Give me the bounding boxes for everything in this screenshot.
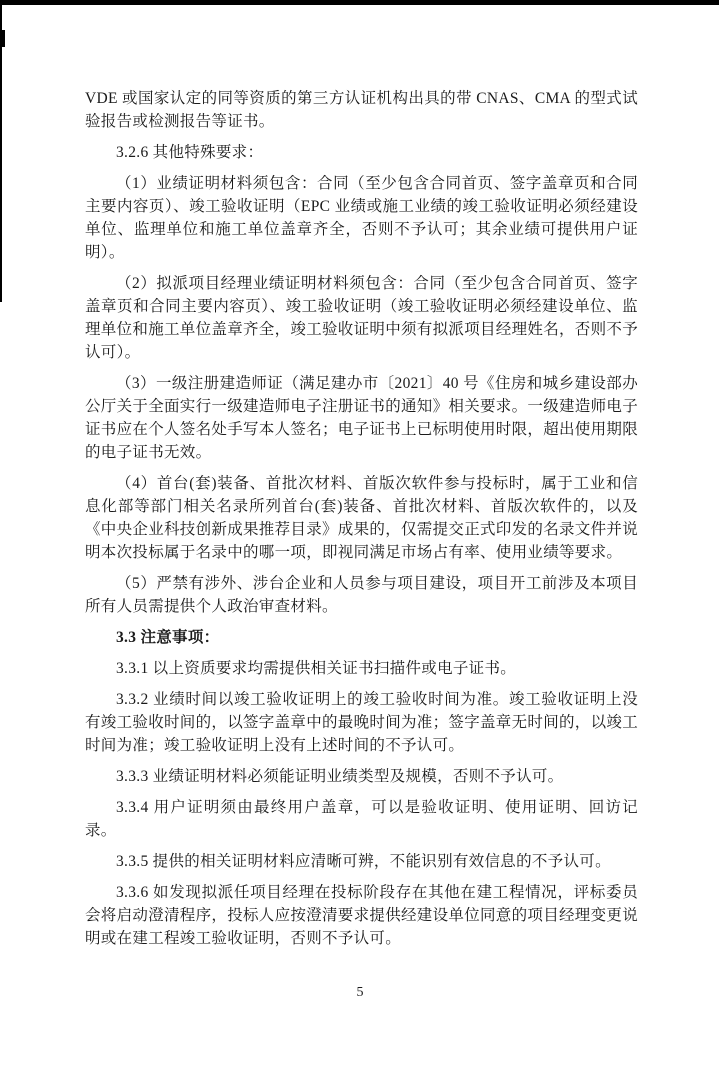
document-body: [85, 0, 638, 958]
page-number: 5: [356, 985, 364, 1000]
paragraph-3-3-1: 3.3.1 以上资质要求均需提供相关证书扫描件或电子证书。: [116, 660, 517, 677]
paragraph-3-3-4: 3.3.4 用户证明须由最终用户盖章，可以是验收证明、使用证明、回访记录。: [85, 799, 638, 839]
paragraph-continuation: VDE 或国家认定的同等资质的第三方认证机构出具的带 CNAS、CMA 的型式试验报告或检测报告等证书。: [85, 90, 638, 130]
paragraph-item-5: （5）严禁有涉外、涉台企业和人员参与项目建设，项目开工前涉及本项目所有人员需提供个人政治审查材料。: [85, 575, 638, 615]
paragraph-3-3-2: 3.3.2 业绩时间以竣工验收证明上的竣工验收时间为准。竣工验收证明上没有竣工验收时间的，以签字盖章中的最晚时间为准；签字盖章无时间的，以竣工时间为准；竣工验收证明上没有上述时间的不予认可。: [85, 691, 639, 754]
paragraph-item-4: （4）首台(套)装备、首批次材料、首版次软件参与投标时，属于工业和信息化部等部门相关名录所列首台(套)装备、首批次材料、首版次软件的，以及《中央企业科技创新成果推荐目录》成果的，仅需提交正式印发的名录文件并说明本次投标属于名录中的哪一项，即视同满足市场占有率、使用业绩等要求。: [85, 475, 639, 561]
paragraph-item-3: （3）一级注册建造师证（满足建办市〔2021〕40 号《住房和城乡建设部办公厅关于全面实行一级建造师电子注册证书的通知》相关要求。一级建造师电子证书应在个人签名处手写本人签名；电子证书上已标明使用时限，超出使用期限的电子证书无效。: [85, 375, 639, 461]
paragraph-3-3-5: 3.3.5 提供的相关证明材料应清晰可辨，不能识别有效信息的不予认可。: [116, 853, 611, 870]
paragraph-3-2-6-heading: 3.2.6 其他特殊要求：: [116, 144, 264, 161]
scan-artifact-blob: [0, 30, 5, 47]
paragraph-item-1: （1）业绩证明材料须包含：合同（至少包含合同首页、签字盖章页和合同主要内容页）、竣工验收证明（EPC 业绩或施工业绩的竣工验收证明必须经建设单位、监理单位和施工单位盖章齐全，否则不予认可；其余业绩可提供用户证明）。: [85, 175, 638, 261]
paragraph-item-2: （2）拟派项目经理业绩证明材料须包含：合同（至少包含合同首页、签字盖章页和合同主要内容页）、竣工验收证明（竣工验收证明必须经建设单位、监理单位和施工单位盖章齐全，竣工验收证明中须有拟派项目经理姓名，否则不予认可）。: [85, 275, 639, 361]
paragraph-3-3-6: 3.3.6 如发现拟派任项目经理在投标阶段存在其他在建工程情况，评标委员会将启动澄清程序，投标人应按澄清要求提供经建设单位同意的项目经理变更说明或在建工程竣工验收证明，否则不予认可。: [85, 884, 639, 947]
paragraph-3-3-3: 3.3.3 业绩证明材料必须能证明业绩类型及规模，否则不予认可。: [116, 768, 564, 785]
paragraph-3-3-heading: 3.3 注意事项：: [116, 629, 220, 646]
